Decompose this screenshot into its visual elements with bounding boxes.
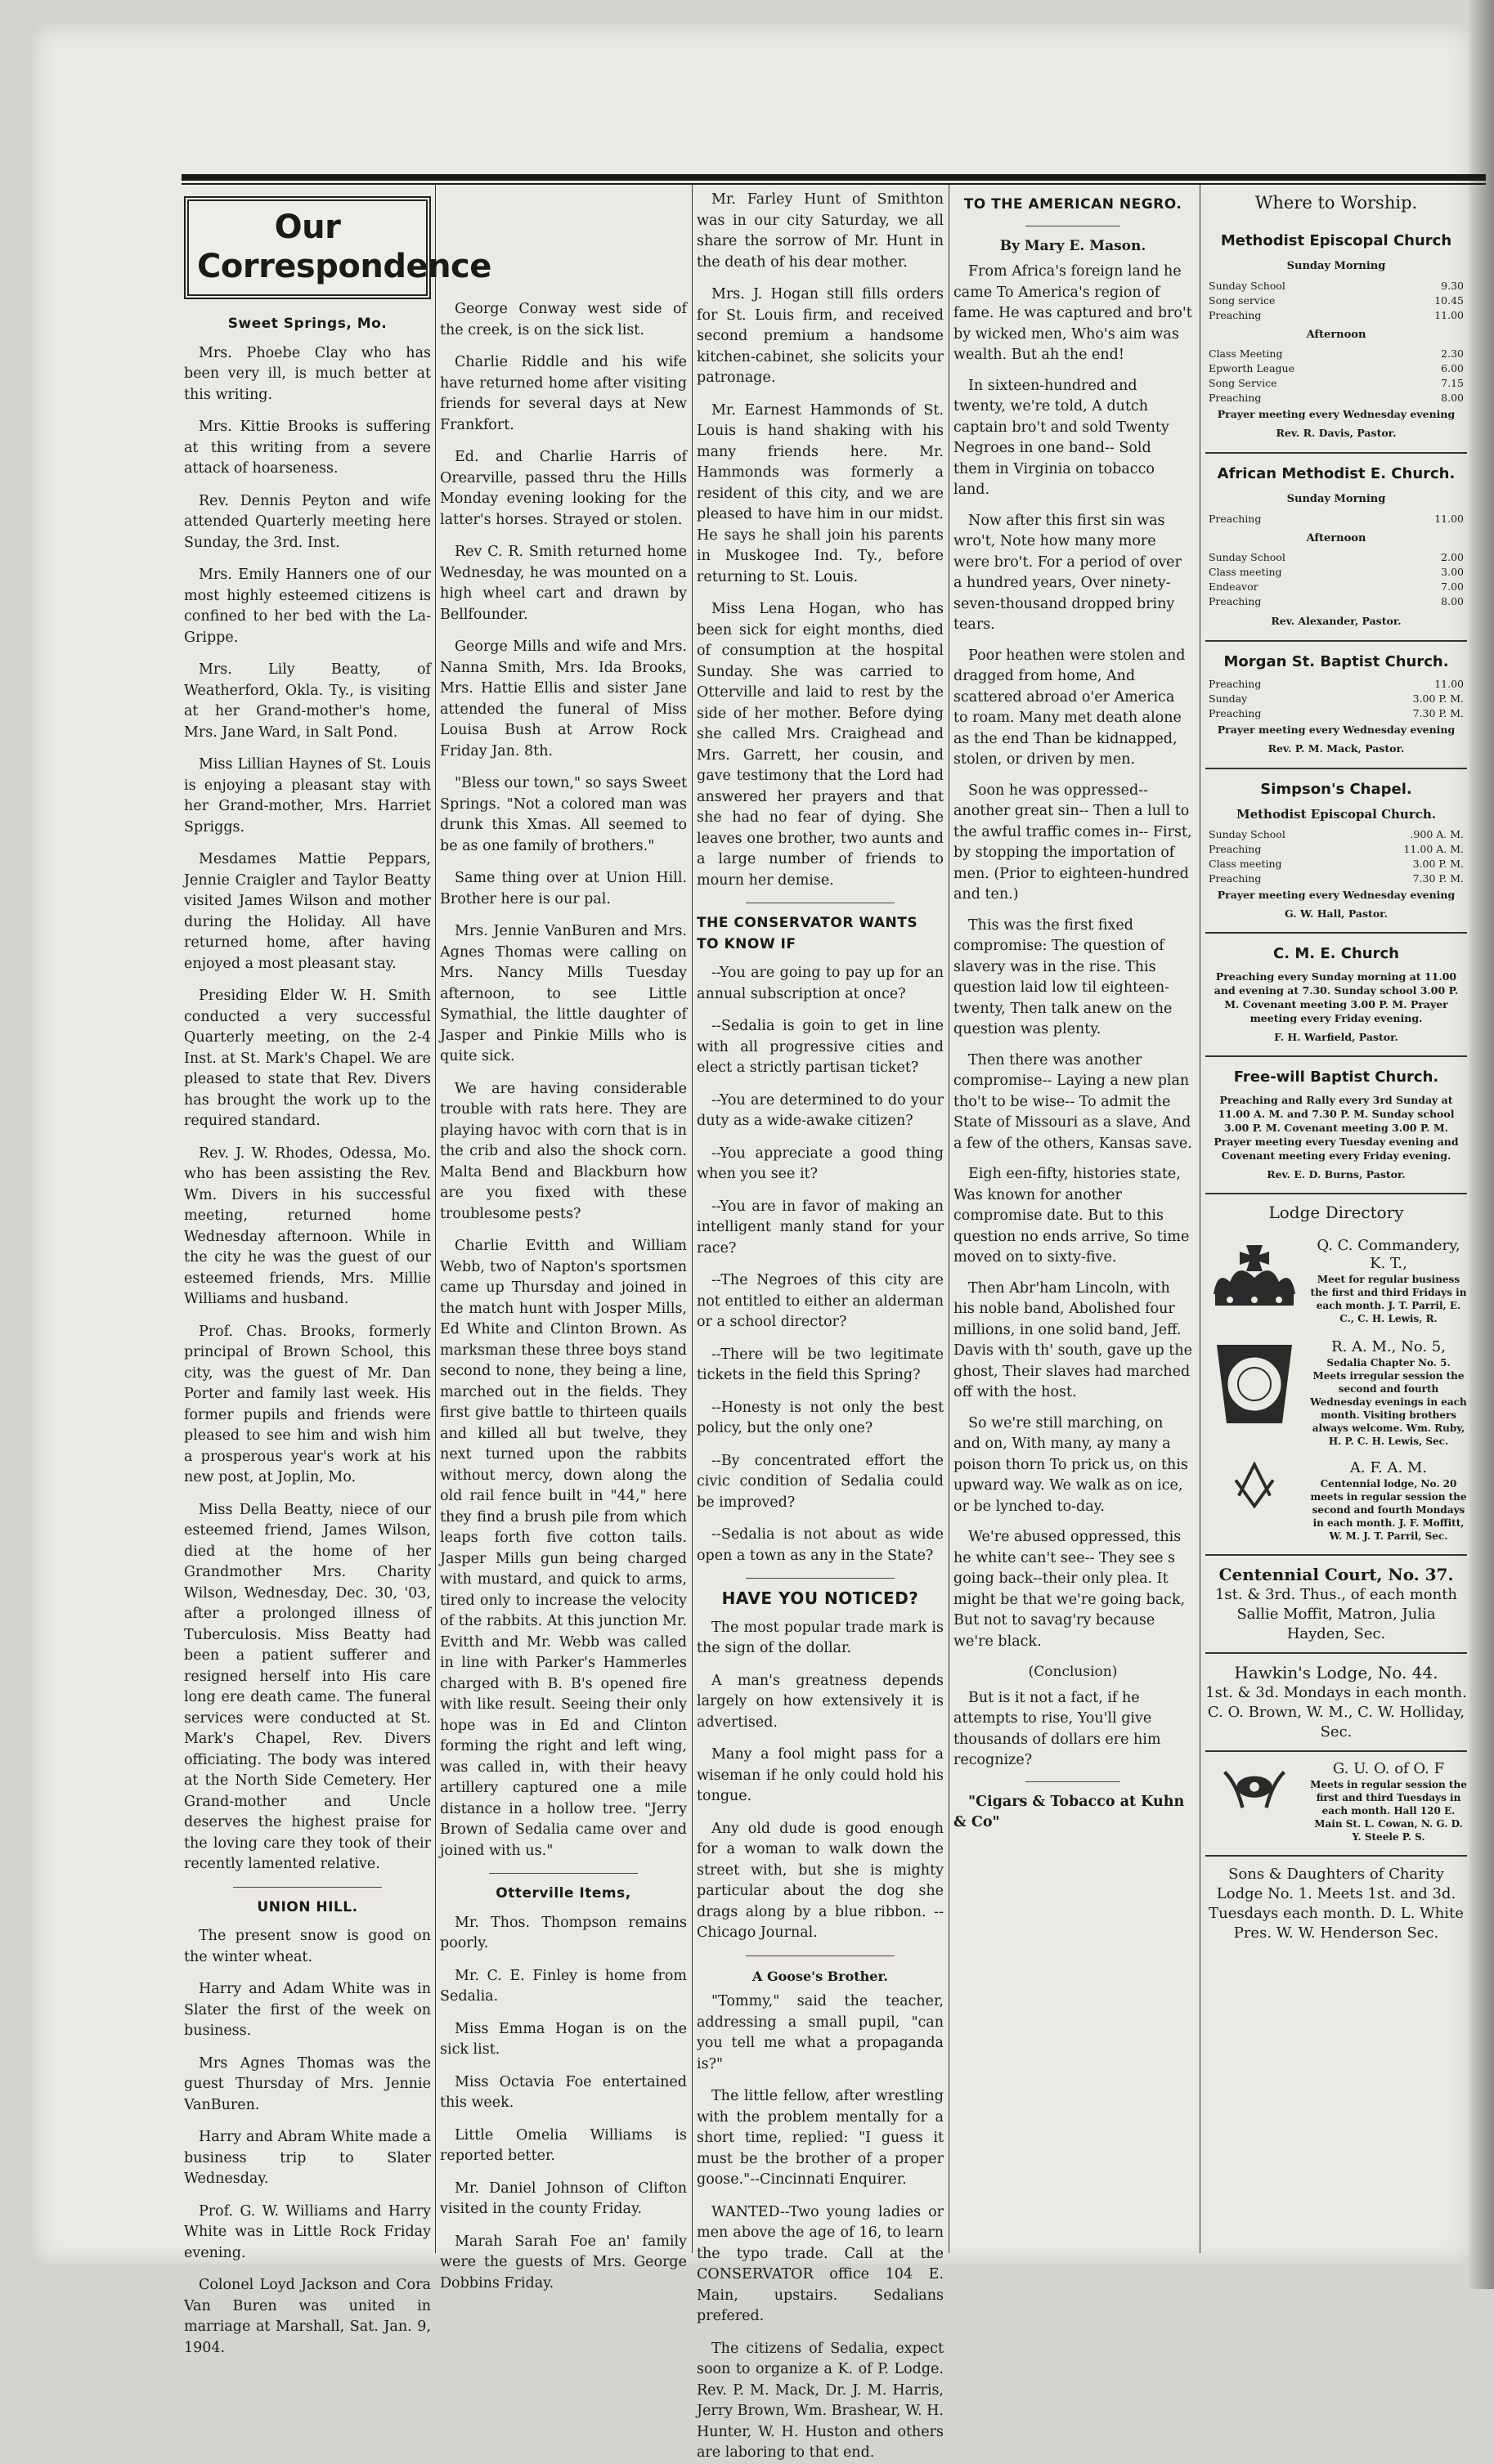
- schedule-label: Preaching: [1209, 871, 1262, 885]
- schedule-row: [1205, 293, 1467, 308]
- lodge-entry: [1205, 1338, 1467, 1448]
- schedule-time: 6.00: [1441, 362, 1464, 374]
- paragraph: Rev. J. W. Rhodes, Odessa, Mo. who has been assisting the Rev. Wm. Divers in his successful meeting, returned home Wednesday afternoon. While in the city he was the guest of our esteemed friends, Mrs. Millie Williams and husband.: [184, 1145, 431, 1307]
- paragraph: Charlie Riddle and his wife have returned home after visiting friends for several days at New Frankfort.: [440, 354, 687, 433]
- schedule-time: 10.45: [1434, 293, 1464, 307]
- square-compass-emblem-icon: [1205, 1459, 1303, 1516]
- paragraph: Mrs. Kittie Brooks is suffering at this writing from a severe attack of hoarseness.: [184, 419, 431, 477]
- top-rule-thin: [182, 183, 1486, 185]
- schedule-label: Preaching: [1209, 707, 1262, 719]
- schedule-label: Sunday School: [1209, 827, 1285, 840]
- pastor-name: G. W. Hall, Pastor.: [1285, 907, 1388, 920]
- schedule-row: [1205, 512, 1467, 526]
- paragraph: Little Omelia Williams is reported better.: [440, 2126, 687, 2164]
- section-heading: Sweet Springs, Mo.: [227, 316, 388, 332]
- paragraph: Mr. Thos. Thompson remains poorly.: [440, 1914, 687, 1951]
- paragraph: Rev. Dennis Peyton and wife attended Quarterly meeting here Sunday, the 3rd. Inst.: [184, 492, 431, 551]
- paragraph: Marah Sarah Foe an' family were the guests of Mrs. George Dobbins Friday.: [440, 2233, 687, 2292]
- paragraph: Miss Octavia Foe entertained this week.: [440, 2073, 687, 2111]
- paragraph: Mrs. Jennie VanBuren and Mrs. Agnes Thomas were calling on Mrs. Nancy Mills Tuesday afternoon, to see Little Symathial, the little daughter of Jasper and Pinkie Mills who is quite sick.: [440, 923, 687, 1064]
- paragraph: --There will be two legitimate tickets in the field this Spring?: [697, 1346, 944, 1383]
- paragraph: Mrs Agnes Thomas was the guest Thursday of Mrs. Jennie VanBuren.: [184, 2054, 431, 2113]
- schedule-row: [1205, 677, 1467, 692]
- verse: But is it not a fact, if he attempts to rise, You'll give thousands of dollars ere him recognize?: [953, 1689, 1161, 1768]
- article-body: [440, 1913, 687, 2295]
- paragraph: --By concentrated effort the civic condition of Sedalia could be improved?: [697, 1452, 944, 1511]
- crown-cross-emblem-icon: [1205, 1237, 1303, 1327]
- church-name: Free-will Baptist Church.: [1233, 1068, 1439, 1086]
- verse: Now after this first sin was wro't, Note how many more were bro't. For a period of over a hundred years, Over ninety-seven-thousand dropped briny tears.: [953, 512, 1182, 633]
- church-name: Methodist Episcopal Church: [1220, 231, 1452, 249]
- lodge-directory-title: Lodge Directory: [1268, 1203, 1404, 1222]
- paragraph: "Bless our town," so says Sweet Springs. "Not a colored man was drunk this Xmas. All seemed to be as one family of brothers.": [440, 775, 687, 854]
- schedule-time: 3.00: [1441, 566, 1464, 578]
- keystone-emblem-icon: [1205, 1338, 1303, 1428]
- paragraph: "Tommy," said the teacher, addressing a small pupil, "can you tell me what a propaganda is?": [697, 1993, 944, 2072]
- schedule-note: Prayer meeting every Wednesday evening: [1217, 724, 1456, 736]
- divider: [746, 1578, 894, 1579]
- section-heading: Otterville Items,: [496, 1885, 631, 1902]
- paragraph: Harry and Adam White was in Slater the first of the week on business.: [184, 1981, 431, 2039]
- schedule-subheading: Methodist Episcopal Church.: [1236, 807, 1436, 822]
- poem-body: [953, 262, 1192, 1652]
- paragraph: Mr. Earnest Hammonds of St. Louis is hand shaking with his many friends here. Mr. Hammonds was formerly a resident of this city, and we are pleased to have him in our midst. He says he shall join his parents in Muskogee Ind. Ty., before returning to St. Louis.: [697, 401, 944, 585]
- paragraph: --You appreciate a good thing when you see it?: [697, 1145, 944, 1182]
- schedule-label: Preaching: [1209, 678, 1262, 690]
- pastor-name: Rev. R. Davis, Pastor.: [1276, 427, 1397, 439]
- pastor-name: F. H. Warfield, Pastor.: [1274, 1030, 1398, 1043]
- masthead-title: Our Correspondence: [184, 196, 431, 299]
- verse: Eigh een-fifty, histories state, Was known for another compromise date. But to this question no ends arrive, So time moved on to sixty-five.: [953, 1166, 1190, 1266]
- paragraph: Presiding Elder W. H. Smith conducted a very successful Quarterly meeting, on the 2-4 Inst. at St. Mark's Chapel. We are pleased to state that Rev. Divers has brought the work up to the required standard.: [184, 988, 431, 1129]
- divider: [233, 1887, 381, 1888]
- schedule-row: [1205, 391, 1467, 405]
- church-listing: [1205, 231, 1467, 444]
- verse: From Africa's foreign land he came To America's region of fame. He was captured and bro't by wicked men, Who's aim was wealth. But ah the end!: [953, 263, 1192, 363]
- column-top-spacer: [440, 190, 687, 299]
- paragraph: Colonel Loyd Jackson and Cora Van Buren was united in marriage at Marshall, Sat. Jan. 9, 1904.: [184, 2277, 431, 2356]
- article-body: [184, 343, 431, 1875]
- court-entry: [1205, 1564, 1467, 1644]
- paragraph: Mrs. Emily Hanners one of our most highly esteemed citizens is confined to her bed with the La-Grippe.: [184, 567, 431, 646]
- paragraph: George Mills and wife and Mrs. Nanna Smith, Mrs. Ida Brooks, Mrs. Hattie Ellis and sister Jane attended the funeral of Miss Louisa Bush at Arrow Rock Friday Jan. 8th.: [440, 638, 687, 759]
- schedule-row: [1205, 692, 1467, 706]
- schedule-label: Class Meeting: [1209, 347, 1283, 360]
- divider: [1205, 768, 1467, 769]
- column-2: [440, 190, 687, 2292]
- church-listing: [1205, 464, 1467, 632]
- schedule-subheading: Afternoon: [1306, 531, 1366, 544]
- schedule-label: Preaching: [1209, 308, 1262, 321]
- schedule-row: [1205, 347, 1467, 361]
- eye-axes-emblem-icon: [1205, 1760, 1303, 1826]
- section-heading: HAVE YOU NOTICED?: [721, 1588, 919, 1608]
- section-heading: A Goose's Brother.: [751, 1968, 888, 1984]
- schedule-time: 3.00 P. M.: [1412, 692, 1464, 705]
- schedule-row: [1205, 565, 1467, 580]
- schedule-row: [1205, 594, 1467, 609]
- lodge-details: Meet for regular business the first and third Fridays in each month. J. T. Parril, E. C., C. H. Lewis, R.: [1310, 1273, 1467, 1324]
- paragraph: Ed. and Charlie Harris of Orearville, passed thru the Hills Monday evening looking for the latter's horses. Strayed or stolen.: [440, 449, 687, 528]
- church-listing: [1205, 652, 1467, 759]
- section-heading: UNION HILL.: [257, 1898, 358, 1915]
- paragraph: --Sedalia is goin to get in line with all progressive cities and elect a strictly partisan ticket?: [697, 1018, 944, 1076]
- schedule-label: Class meeting: [1209, 857, 1282, 870]
- advert-line: "Cigars & Tobacco at Kuhn & Co": [953, 1793, 1185, 1830]
- paragraph: Mrs. J. Hogan still fills orders for St. Louis firm, and received second premium a handsome kitchen-cabinet, she solicits your patronage.: [697, 286, 944, 386]
- lodge-details: 1st. & 3d. Mondays in each month. C. O. Brown, W. M., C. W. Holliday, Sec.: [1205, 1683, 1467, 1740]
- schedule-label: Song Service: [1209, 377, 1277, 389]
- pastor-name: Rev. E. D. Burns, Pastor.: [1267, 1167, 1406, 1180]
- divider: [489, 1873, 637, 1874]
- paragraph: Miss Emma Hogan is on the sick list.: [440, 2020, 687, 2058]
- schedule-subheading: Sunday Morning: [1286, 493, 1386, 505]
- paragraph: Mr. Daniel Johnson of Clifton visited in the county Friday.: [440, 2180, 687, 2217]
- schedule-subheading: Afternoon: [1306, 328, 1366, 341]
- divider: [1205, 452, 1467, 454]
- paragraph: Miss Lillian Haynes of St. Louis is enjoying a pleasant stay with her Grand-mother, Mrs. Harriet Spriggs.: [184, 756, 431, 836]
- lodge-entry: [1205, 1662, 1467, 1742]
- schedule-time: 2.00: [1441, 551, 1464, 563]
- schedule-label: Preaching: [1209, 392, 1262, 404]
- article-body: [440, 299, 687, 1861]
- schedule-time: 11.00: [1434, 512, 1464, 525]
- schedule-label: Sunday: [1209, 692, 1248, 705]
- section-heading: THE CONSERVATOR WANTS TO KNOW IF: [697, 915, 918, 952]
- top-rule: [182, 174, 1486, 181]
- court-name: Centennial Court, No. 37.: [1218, 1564, 1454, 1584]
- lodge-entry: [1205, 1865, 1467, 1943]
- schedule-time: 8.00: [1441, 392, 1464, 404]
- paragraph: Mrs. Phoebe Clay who has been very ill, is much better at this writing.: [184, 344, 431, 403]
- column-rule: [435, 185, 436, 2253]
- divider: [1205, 1750, 1467, 1752]
- column-3: [697, 190, 944, 2461]
- article-body: [697, 1991, 944, 2464]
- divider: [1205, 640, 1467, 642]
- court-details: 1st. & 3rd. Thus., of each month Sallie Moffit, Matron, Julia Hayden, Sec.: [1214, 1585, 1458, 1642]
- pastor-name: Rev. P. M. Mack, Pastor.: [1267, 742, 1405, 755]
- schedule-label: Preaching: [1209, 842, 1262, 855]
- schedule-time: 2.30: [1441, 347, 1464, 360]
- schedule-time: 7.15: [1441, 377, 1464, 389]
- verse: Soon he was oppressed--another great sin-- Then a lull to the awful traffic comes in-- First, by stopping the importation of men. (Prior to eighteen-hundred and ten.): [953, 782, 1192, 903]
- lodge-name: Q. C. Commandery, K. T.,: [1317, 1236, 1460, 1272]
- paragraph: A man's greatness depends largely on how extensively it is advertised.: [697, 1672, 944, 1731]
- poem-byline: By Mary E. Mason.: [999, 237, 1146, 254]
- paragraph: The little fellow, after wrestling with the problem mentally for a short time, replied: "I guess it must be the brother of a proper goose."--Cincinnati Enquirer.: [697, 2088, 944, 2188]
- page-edge-shadow: [1469, 0, 1494, 2289]
- schedule-label: Preaching: [1209, 512, 1262, 525]
- paragraph: Rev C. R. Smith returned home Wednesday, he was mounted on a high wheel cart and drawn by Bellfounder.: [440, 544, 687, 623]
- article-body: [697, 963, 944, 1566]
- lodge-name: A. F. A. M.: [1349, 1458, 1428, 1476]
- poem-conclusion: (Conclusion): [1028, 1664, 1118, 1680]
- schedule-time: 9.30: [1441, 279, 1464, 292]
- schedule-label: Endeavor: [1209, 580, 1258, 593]
- column-5-directory: [1205, 190, 1467, 2250]
- paragraph: Mesdames Mattie Peppars, Jennie Craigler and Taylor Beatty visited James Wilson and mother during the Holiday. All have returned home, after having enjoyed a most pleasant stay.: [184, 851, 431, 972]
- divider: [1205, 1855, 1467, 1857]
- lodge-name: G. U. O. of O. F: [1332, 1759, 1445, 1777]
- schedule-row: [1205, 550, 1467, 565]
- paragraph: Mr. C. E. Finley is home from Sedalia.: [440, 1967, 687, 2005]
- schedule-row: [1205, 580, 1467, 594]
- lodge-details: Sons & Daughters of Charity Lodge No. 1. Meets 1st. and 3d. Tuesdays each month. D. L. White Pres. W. W. Henderson Sec.: [1209, 1865, 1464, 1942]
- schedule-label: Preaching: [1209, 595, 1262, 607]
- schedule-label: Song service: [1209, 293, 1276, 307]
- lodge-name: R. A. M., No. 5,: [1331, 1337, 1446, 1355]
- article-body: [184, 1926, 431, 2359]
- schedule-time: 7.00: [1441, 580, 1464, 593]
- paragraph: --You are going to pay up for an annual subscription at once?: [697, 965, 944, 1002]
- lodge-entry: [1205, 1760, 1467, 1844]
- schedule-label: Class meeting: [1209, 566, 1282, 578]
- schedule-row: [1205, 857, 1467, 871]
- divider: [1205, 1554, 1467, 1556]
- schedule-label: Sunday School: [1209, 279, 1285, 292]
- lodge-name: Hawkin's Lodge, No. 44.: [1234, 1662, 1438, 1682]
- schedule-row: [1205, 827, 1467, 842]
- column-4: [953, 190, 1192, 2250]
- schedule-time: 7.30 P. M.: [1412, 707, 1464, 719]
- lodge-entry: [1205, 1237, 1467, 1327]
- lodge-details: Sedalia Chapter No. 5. Meets irregular session the second and fourth Wednesday evenings in each month. Visiting brothers always welcome. Wm. Ruby, H. P. C. H. Lewis, Sec.: [1310, 1356, 1467, 1447]
- schedule-subheading: Sunday Morning: [1286, 260, 1386, 272]
- church-listing: [1205, 943, 1467, 1047]
- verse: We're abused oppressed, this he white can't see-- They see s going back--their only plea. It might be that we're going back, But not to savag'ry because we're black.: [953, 1529, 1186, 1650]
- paragraph: The present snow is good on the winter wheat.: [184, 1928, 431, 1965]
- schedule-row: [1205, 376, 1467, 391]
- verse: Then Abr'ham Lincoln, with his noble band, Abolished four millions, in one solid band, Jeff. Davis with th' south, gave up the ghost, Their slaves had marched off with the host.: [953, 1279, 1192, 1400]
- church-name: African Methodist E. Church.: [1217, 464, 1456, 482]
- paragraph: The citizens of Sedalia, expect soon to organize a K. of P. Lodge. Rev. P. M. Mack, Dr. J. M. Harris, Jerry Brown, Wm. Brashear, W. H. Hunter, W. H. Huston and others are laboring to that end.: [697, 2340, 944, 2461]
- paragraph: Prof. Chas. Brooks, formerly principal of Brown School, this city, was the guest of Mr. Dan Porter and family last week. His former pupils and friends were pleased to see him and wish him a prosperous year's work at his new post, at Joplin, Mo.: [184, 1323, 431, 1485]
- paragraph: WANTED--Two young ladies or men above the age of 16, to learn the typo trade. Call at the CONSERVATOR office 104 E. Main, upstairs. Sedalians prefered.: [697, 2203, 944, 2324]
- schedule-time: 11.00: [1434, 308, 1464, 321]
- verse: In sixteen-hundred and twenty, we're told, A dutch captain bro't and sold Twenty Negroes in one band-- Sold them in Virginia on tobacco land.: [953, 377, 1169, 498]
- paragraph: Mrs. Lily Beatty, of Weatherford, Okla. Ty., is visiting at her Grand-mother's home, Mrs. Jane Ward, in Salt Pond.: [184, 661, 431, 741]
- paragraph: --You are in favor of making an intelligent manly stand for your race?: [697, 1198, 944, 1257]
- paragraph: Any old dude is good enough for a woman to walk down the street with, but she is mighty particular about the dog she drags along by a blue ribbon. --Chicago Journal.: [697, 1820, 944, 1941]
- paragraph: --You are determined to do your duty as a wide-awake citizen?: [697, 1091, 944, 1129]
- paragraph: --Honesty is not only the best policy, but the only one?: [697, 1399, 944, 1436]
- church-listing: [1205, 1067, 1467, 1185]
- paragraph: Miss Lena Hogan, who has been sick for eight months, died of consumption at the hospital Sunday. She was carried to Otterville and laid to rest by the side of her mother. Before dying she called Mrs. Craighead and Mrs. Garrett, her cousin, and gave testimony that the Lord had answered her prayers and that she had no fear of dying. She leaves one brother, two aunts and a large number of friends to mourn her demise.: [697, 601, 944, 889]
- column-rule: [692, 185, 693, 2253]
- schedule-row: [1205, 706, 1467, 721]
- article-body: [697, 1618, 944, 1944]
- schedule-time: 3.00 P. M.: [1412, 857, 1464, 870]
- divider: [1205, 1652, 1467, 1654]
- paragraph: Same thing over at Union Hill. Brother here is our pal.: [440, 870, 687, 907]
- church-name: Simpson's Chapel.: [1260, 780, 1412, 798]
- lodge-details: Meets in regular session the first and third Tuesdays in each month. Hall 120 E. Main St. L. Cowan, N. G. D. Y. Steele P. S.: [1310, 1778, 1467, 1843]
- lodge-entry: [1205, 1459, 1467, 1543]
- schedule-time: 7.30 P. M.: [1412, 871, 1464, 885]
- paragraph: Charlie Evitth and William Webb, two of Napton's sportsmen came up Thursday and joined in the match hunt with Josper Mills, Ed White and Clinton Brown. As marksman these three boys stand second to none, they being a line, marched out in the fields. They first give battle to thirteen quails and killed all but twelve, they next turned upon the rabbits without mercy, down along the old rail fence built in "44," here they find a brush pile from which leaps forth five cotton tails. Jasper Mills gun being charged with mustard, and quick to arms, tired only to increase the velocity of the rabbits. At this junction Mr. Evitth and Mr. Webb was called in line with Parker's Hammerles charged with B. B's opened fire with like result. Seeing their only hope was in Ed and Clinton forming the right and left wing, was called in, with their heavy artillery captured one a mile distance in a hollow tree. "Jerry Brown of Sedalia came over and joined with us.": [440, 1238, 687, 1859]
- schedule-row: [1205, 842, 1467, 857]
- paragraph: Miss Della Beatty, niece of our esteemed friend, James Wilson, died at the home of her Grandmother Mrs. Charity Wilson, Wednesday, Dec. 30, '03, after a prolonged illness of Tuberculosis. Miss Beatty had been a patient sufferer and resigned herself into His care long ere death came. The funeral services were conducted at St. Mark's Chapel, Rev. Divers officiating. The body was intered at the North Side Cemetery. Her Grand-mother and Uncle deserves the highest praise for the loving care they took of their recently lamented relative.: [184, 1501, 431, 1872]
- verse: So we're still marching, on and on, With many, ay many a poison thorn To prick us, on this upward way. We walk as on ice, or be lynched to-day.: [953, 1414, 1188, 1515]
- pastor-name: Rev. Alexander, Pastor.: [1271, 615, 1402, 627]
- schedule-row: [1205, 361, 1467, 376]
- verse: Poor heathen were stolen and dragged from home, And scattered abroad o'er America to roam. Many met death alone as the end Than be kidnapped, stolen, or driven by men.: [953, 647, 1186, 768]
- church-name: Morgan St. Baptist Church.: [1223, 652, 1449, 670]
- schedule-time: 8.00: [1441, 595, 1464, 607]
- schedule-note: Preaching every Sunday morning at 11.00 and evening at 7.30. Sunday school 3.00 P. M. Covenant meeting 3.00 P. M. Prayer meeting every Friday evening.: [1214, 970, 1459, 1024]
- schedule-row: [1205, 308, 1467, 323]
- paragraph: Prof. G. W. Williams and Harry White was in Little Rock Friday evening.: [184, 2202, 431, 2261]
- schedule-note: Preaching and Rally every 3rd Sunday at 11.00 A. M. and 7.30 P. M. Sunday school 3.00 P. M. Covenant meeting 3.00 P. M. Prayer meeting every Tuesday evening and Covenant meeting every Friday evening.: [1214, 1093, 1459, 1162]
- schedule-row: [1205, 279, 1467, 293]
- paragraph: Harry and Abram White made a business trip to Slater Wednesday.: [184, 2129, 431, 2187]
- schedule-note: Prayer meeting every Wednesday evening: [1217, 408, 1456, 420]
- divider: [1205, 932, 1467, 934]
- church-listing: [1205, 779, 1467, 925]
- schedule-label: Sunday School: [1209, 551, 1285, 563]
- church-name: C. M. E. Church: [1273, 945, 1399, 962]
- divider: [1205, 1193, 1467, 1194]
- schedule-label: Epworth League: [1209, 362, 1294, 374]
- paragraph: We are having considerable trouble with rats here. They are playing havoc with corn that is in the crib and also the shock corn. Malta Bend and Blackburn how are you fixed with these troublesome pests?: [440, 1080, 687, 1222]
- column-1: [184, 190, 491, 2356]
- paragraph: --The Negroes of this city are not entitled to either an alderman or a school director?: [697, 1272, 944, 1330]
- schedule-time: 11.00 A. M.: [1403, 842, 1464, 855]
- lodge-details: Centennial lodge, No. 20 meets in regular session the second and fourth Mondays in each month. J. F. Moffitt, W. M. J. T. Parril, Sec.: [1310, 1477, 1467, 1542]
- paragraph: Many a fool might pass for a wiseman if he only could hold his tongue.: [697, 1746, 944, 1804]
- paragraph: The most popular trade mark is the sign of the dollar.: [697, 1619, 944, 1656]
- schedule-time: 11.00: [1434, 678, 1464, 690]
- schedule-note: Prayer meeting every Wednesday evening: [1217, 888, 1456, 901]
- schedule-time: .900 A. M.: [1410, 827, 1464, 840]
- schedule-row: [1205, 871, 1467, 886]
- poem-title: TO THE AMERICAN NEGRO.: [963, 196, 1182, 213]
- verse: This was the first fixed compromise: The question of slavery was in the rise. This question laid low til eighteen-twenty, Then talk anew on the question was plenty.: [953, 916, 1173, 1037]
- article-body: [697, 190, 944, 891]
- paragraph: George Conway west side of the creek, is on the sick list.: [440, 301, 687, 338]
- paragraph: Mr. Farley Hunt of Smithton was in our city Saturday, we all share the sorrow of Mr. Hunt in the death of his dear mother.: [697, 191, 944, 271]
- divider: [1025, 1781, 1121, 1782]
- paragraph: --Sedalia is not about as wide open a town as any in the State?: [697, 1526, 944, 1564]
- verse: Then there was another compromise-- Laying a new plan tho't to be wise-- To admit the State of Missouri as a slave, And a few of the others, Kansas save.: [953, 1051, 1192, 1152]
- worship-title: Where to Worship.: [1254, 193, 1418, 213]
- divider: [1205, 1055, 1467, 1057]
